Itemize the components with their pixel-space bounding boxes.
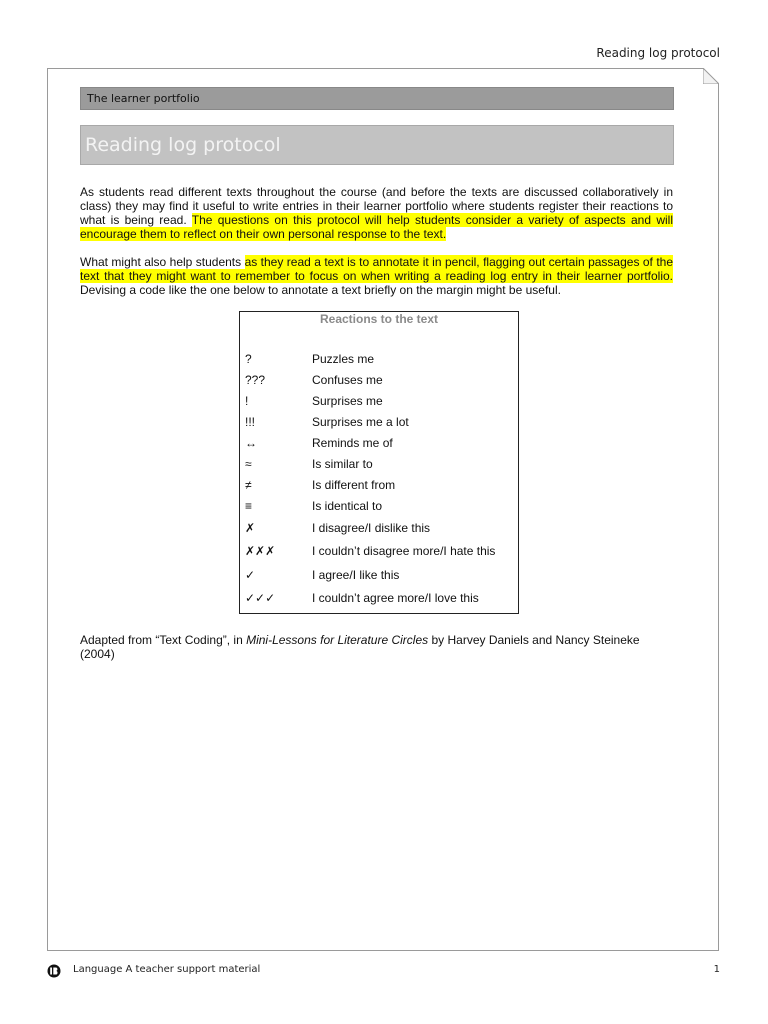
reaction-meaning: Is similar to bbox=[312, 457, 373, 471]
annotation-paragraph bbox=[80, 255, 673, 297]
reaction-meaning: Puzzles me bbox=[312, 352, 375, 366]
reactions-table bbox=[239, 311, 519, 614]
reaction-symbol: ✓ bbox=[245, 568, 256, 582]
reaction-symbol: ! bbox=[245, 394, 249, 408]
reaction-symbol: ??? bbox=[245, 373, 266, 387]
reaction-symbol: ≡ bbox=[245, 499, 253, 513]
ib-logo-icon bbox=[47, 964, 61, 978]
intro-text: As students read different texts throughout the course (and before the texts are discussed collaboratively in class) they may find it useful to write entries in their learner portfolio where students register their reactions to what is being read. bbox=[80, 185, 673, 227]
footer-text: Language A teacher support material bbox=[73, 964, 261, 975]
running-header: Reading log protocol bbox=[596, 46, 720, 60]
reaction-row bbox=[240, 589, 518, 607]
reaction-meaning: Reminds me of bbox=[312, 436, 393, 450]
reaction-meaning: I couldn’t disagree more/I hate this bbox=[312, 544, 496, 558]
citation bbox=[80, 633, 673, 661]
reaction-symbol: ✗ bbox=[245, 521, 256, 535]
intro-highlight: The questions on this protocol will help students consider a variety of aspects and will encourage them to reflect on their own personal response to the text. bbox=[80, 213, 673, 241]
reaction-symbol: ↔ bbox=[245, 436, 257, 450]
reaction-row bbox=[240, 566, 518, 584]
section-label: The learner portfolio bbox=[80, 87, 674, 110]
reaction-row bbox=[240, 455, 518, 473]
reaction-meaning: Surprises me a lot bbox=[312, 415, 409, 429]
citation-before: Adapted from “Text Coding”, in bbox=[80, 633, 247, 647]
reaction-symbol: ≈ bbox=[245, 457, 252, 471]
reactions-table-title: Reactions to the text bbox=[319, 312, 439, 326]
reaction-row bbox=[240, 476, 518, 494]
reaction-symbol: ≠ bbox=[245, 478, 252, 492]
annotation-text-after: Devising a code like the one below to annotate a text briefly on the margin might be useful. bbox=[80, 283, 561, 297]
intro-paragraph bbox=[80, 185, 673, 241]
reaction-row bbox=[240, 542, 518, 560]
page-number: 1 bbox=[713, 964, 720, 975]
reaction-meaning: I agree/I like this bbox=[312, 568, 400, 582]
reaction-symbol: ? bbox=[245, 352, 252, 366]
page-frame bbox=[47, 68, 719, 951]
reaction-meaning: Is identical to bbox=[312, 499, 383, 513]
folded-corner-icon bbox=[703, 68, 719, 84]
citation-after: by Harvey Daniels and Nancy Steineke (2004) bbox=[80, 633, 640, 661]
reaction-row bbox=[240, 497, 518, 515]
reaction-meaning: I couldn’t agree more/I love this bbox=[312, 591, 479, 605]
reaction-meaning: Surprises me bbox=[312, 394, 383, 408]
reaction-row bbox=[240, 350, 518, 368]
reaction-row bbox=[240, 434, 518, 452]
reaction-meaning: Confuses me bbox=[312, 373, 383, 387]
reaction-symbol: !!! bbox=[245, 415, 256, 429]
reaction-row bbox=[240, 371, 518, 389]
annotation-text-before: What might also help students bbox=[80, 255, 245, 269]
reaction-symbol: ✗✗✗ bbox=[245, 544, 276, 558]
reaction-row bbox=[240, 392, 518, 410]
reaction-meaning: Is different from bbox=[312, 478, 396, 492]
reaction-symbol: ✓✓✓ bbox=[245, 591, 276, 605]
reaction-meaning: I disagree/I dislike this bbox=[312, 521, 431, 535]
reaction-row bbox=[240, 413, 518, 431]
citation-book-title: Mini-Lessons for Literature Circles bbox=[246, 633, 429, 647]
page-title: Reading log protocol bbox=[80, 125, 674, 165]
reaction-row bbox=[240, 519, 518, 537]
annotation-highlight: as they read a text is to annotate it in pencil, flagging out certain passages of the text that they might want to remember to focus on when writing a reading log entry in their learner portfolio. bbox=[80, 255, 673, 283]
